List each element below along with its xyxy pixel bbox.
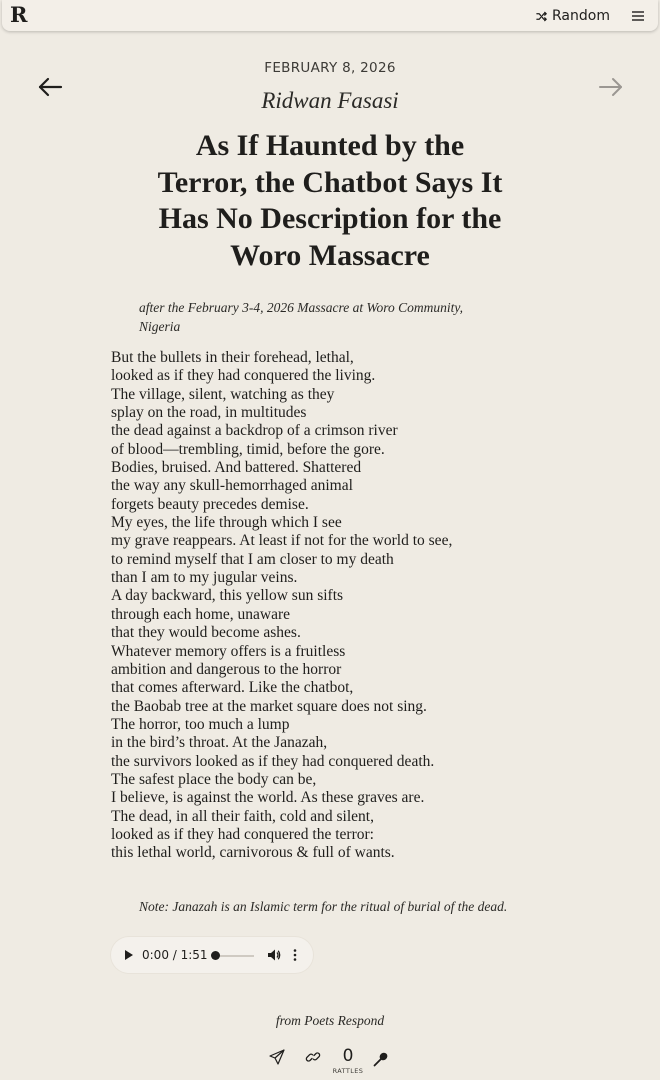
paper-plane-icon[interactable]: [269, 1049, 285, 1065]
play-icon[interactable]: [124, 950, 134, 960]
audio-seek-thumb[interactable]: [211, 951, 220, 960]
title-line: As If Haunted by the: [195, 129, 465, 162]
audio-player: [111, 937, 313, 973]
epigraph: [139, 298, 509, 336]
poem-line: looked as if they had conquered the living.: [111, 367, 376, 385]
audio-time: 0:00 / 1:51: [142, 948, 208, 962]
poem-line: looked as if they had conquered the terror:: [111, 825, 374, 843]
source-line: [0, 1013, 660, 1029]
poem-line: Whatever memory offers is a fruitless: [111, 642, 346, 660]
more-options-icon[interactable]: [291, 948, 299, 962]
rattles-label: RATTLES: [332, 1067, 364, 1075]
poem-line: My eyes, the life through which I see: [111, 514, 342, 532]
footnote: Note: Janazah is an Islamic term for the ritual of burial of the dead.: [139, 899, 508, 914]
poem-line: the dead against a backdrop of a crimson river: [111, 422, 398, 440]
poem-line: I believe, is against the world. As these graves are.: [111, 789, 425, 807]
title-line: Terror, the Chatbot Says It: [157, 165, 503, 199]
rattle-icon[interactable]: [373, 1051, 389, 1067]
poem-line: the Baobab tree at the market square does not sing.: [111, 697, 427, 715]
poem-line: forgets beauty precedes demise.: [111, 495, 309, 513]
volume-icon[interactable]: [267, 948, 281, 962]
poem-line: that comes afterward. Like the chatbot,: [111, 679, 354, 697]
poem-line: The dead, in all their faith, cold and silent,: [111, 807, 374, 825]
poem-line: The horror, too much a lump: [111, 715, 290, 733]
poem-line: The village, silent, watching as they: [111, 385, 335, 403]
poem-body: [111, 349, 591, 863]
top-bar: [2, 0, 658, 31]
publication-date: FEBRUARY 8, 2026: [264, 60, 396, 76]
author-name[interactable]: Ridwan Fasasi: [261, 88, 399, 113]
poem-line: the survivors looked as if they had conquered death.: [111, 752, 435, 770]
poem-line: A day backward, this yellow sun sifts: [111, 587, 344, 605]
poem-line: through each home, unaware: [111, 605, 291, 623]
poem-line: that they would become ashes.: [111, 624, 301, 642]
audio-seek-bar[interactable]: [214, 955, 254, 957]
random-button[interactable]: [536, 6, 610, 26]
hamburger-menu-icon[interactable]: [631, 9, 645, 23]
poem-line: than I am to my jugular veins.: [111, 569, 298, 587]
link-icon[interactable]: [305, 1049, 321, 1065]
site-logo[interactable]: R: [10, 2, 28, 27]
shuffle-icon: [536, 11, 547, 22]
title-line: Woro Massacre: [230, 238, 430, 272]
random-label: Random: [552, 8, 610, 24]
epigraph-line: Nigeria: [139, 319, 181, 334]
poem-line: the way any skull-hemorrhaged animal: [111, 477, 353, 495]
poem-line: But the bullets in their forehead, lethal,: [111, 349, 354, 366]
poem-line: my grave reappears. At least if not for the world to see,: [111, 532, 453, 550]
poem-line: this lethal world, carnivorous & full of wants.: [111, 844, 395, 862]
epigraph-line: after the February 3-4, 2026 Massacre at Woro Community,: [139, 300, 463, 315]
poem-line: to remind myself that I am closer to my death: [111, 550, 394, 568]
poem-line: ambition and dangerous to the horror: [111, 660, 342, 678]
rattles-count: 0: [342, 1046, 354, 1066]
source-link[interactable]: Poets Respond: [304, 1013, 385, 1028]
poem-line: in the bird’s throat. At the Janazah,: [111, 734, 328, 752]
source-prefix: from: [275, 1013, 301, 1028]
action-bar: [0, 1046, 660, 1080]
poem-line: of blood—trembling, timid, before the gore.: [111, 440, 385, 458]
poem-line: splay on the road, in multitudes: [111, 404, 307, 422]
poem-title: [140, 128, 520, 274]
poem-line: The safest place the body can be,: [111, 770, 317, 788]
poem-line: Bodies, bruised. And battered. Shattered: [111, 459, 362, 477]
title-line: Has No Description for the: [158, 202, 502, 235]
